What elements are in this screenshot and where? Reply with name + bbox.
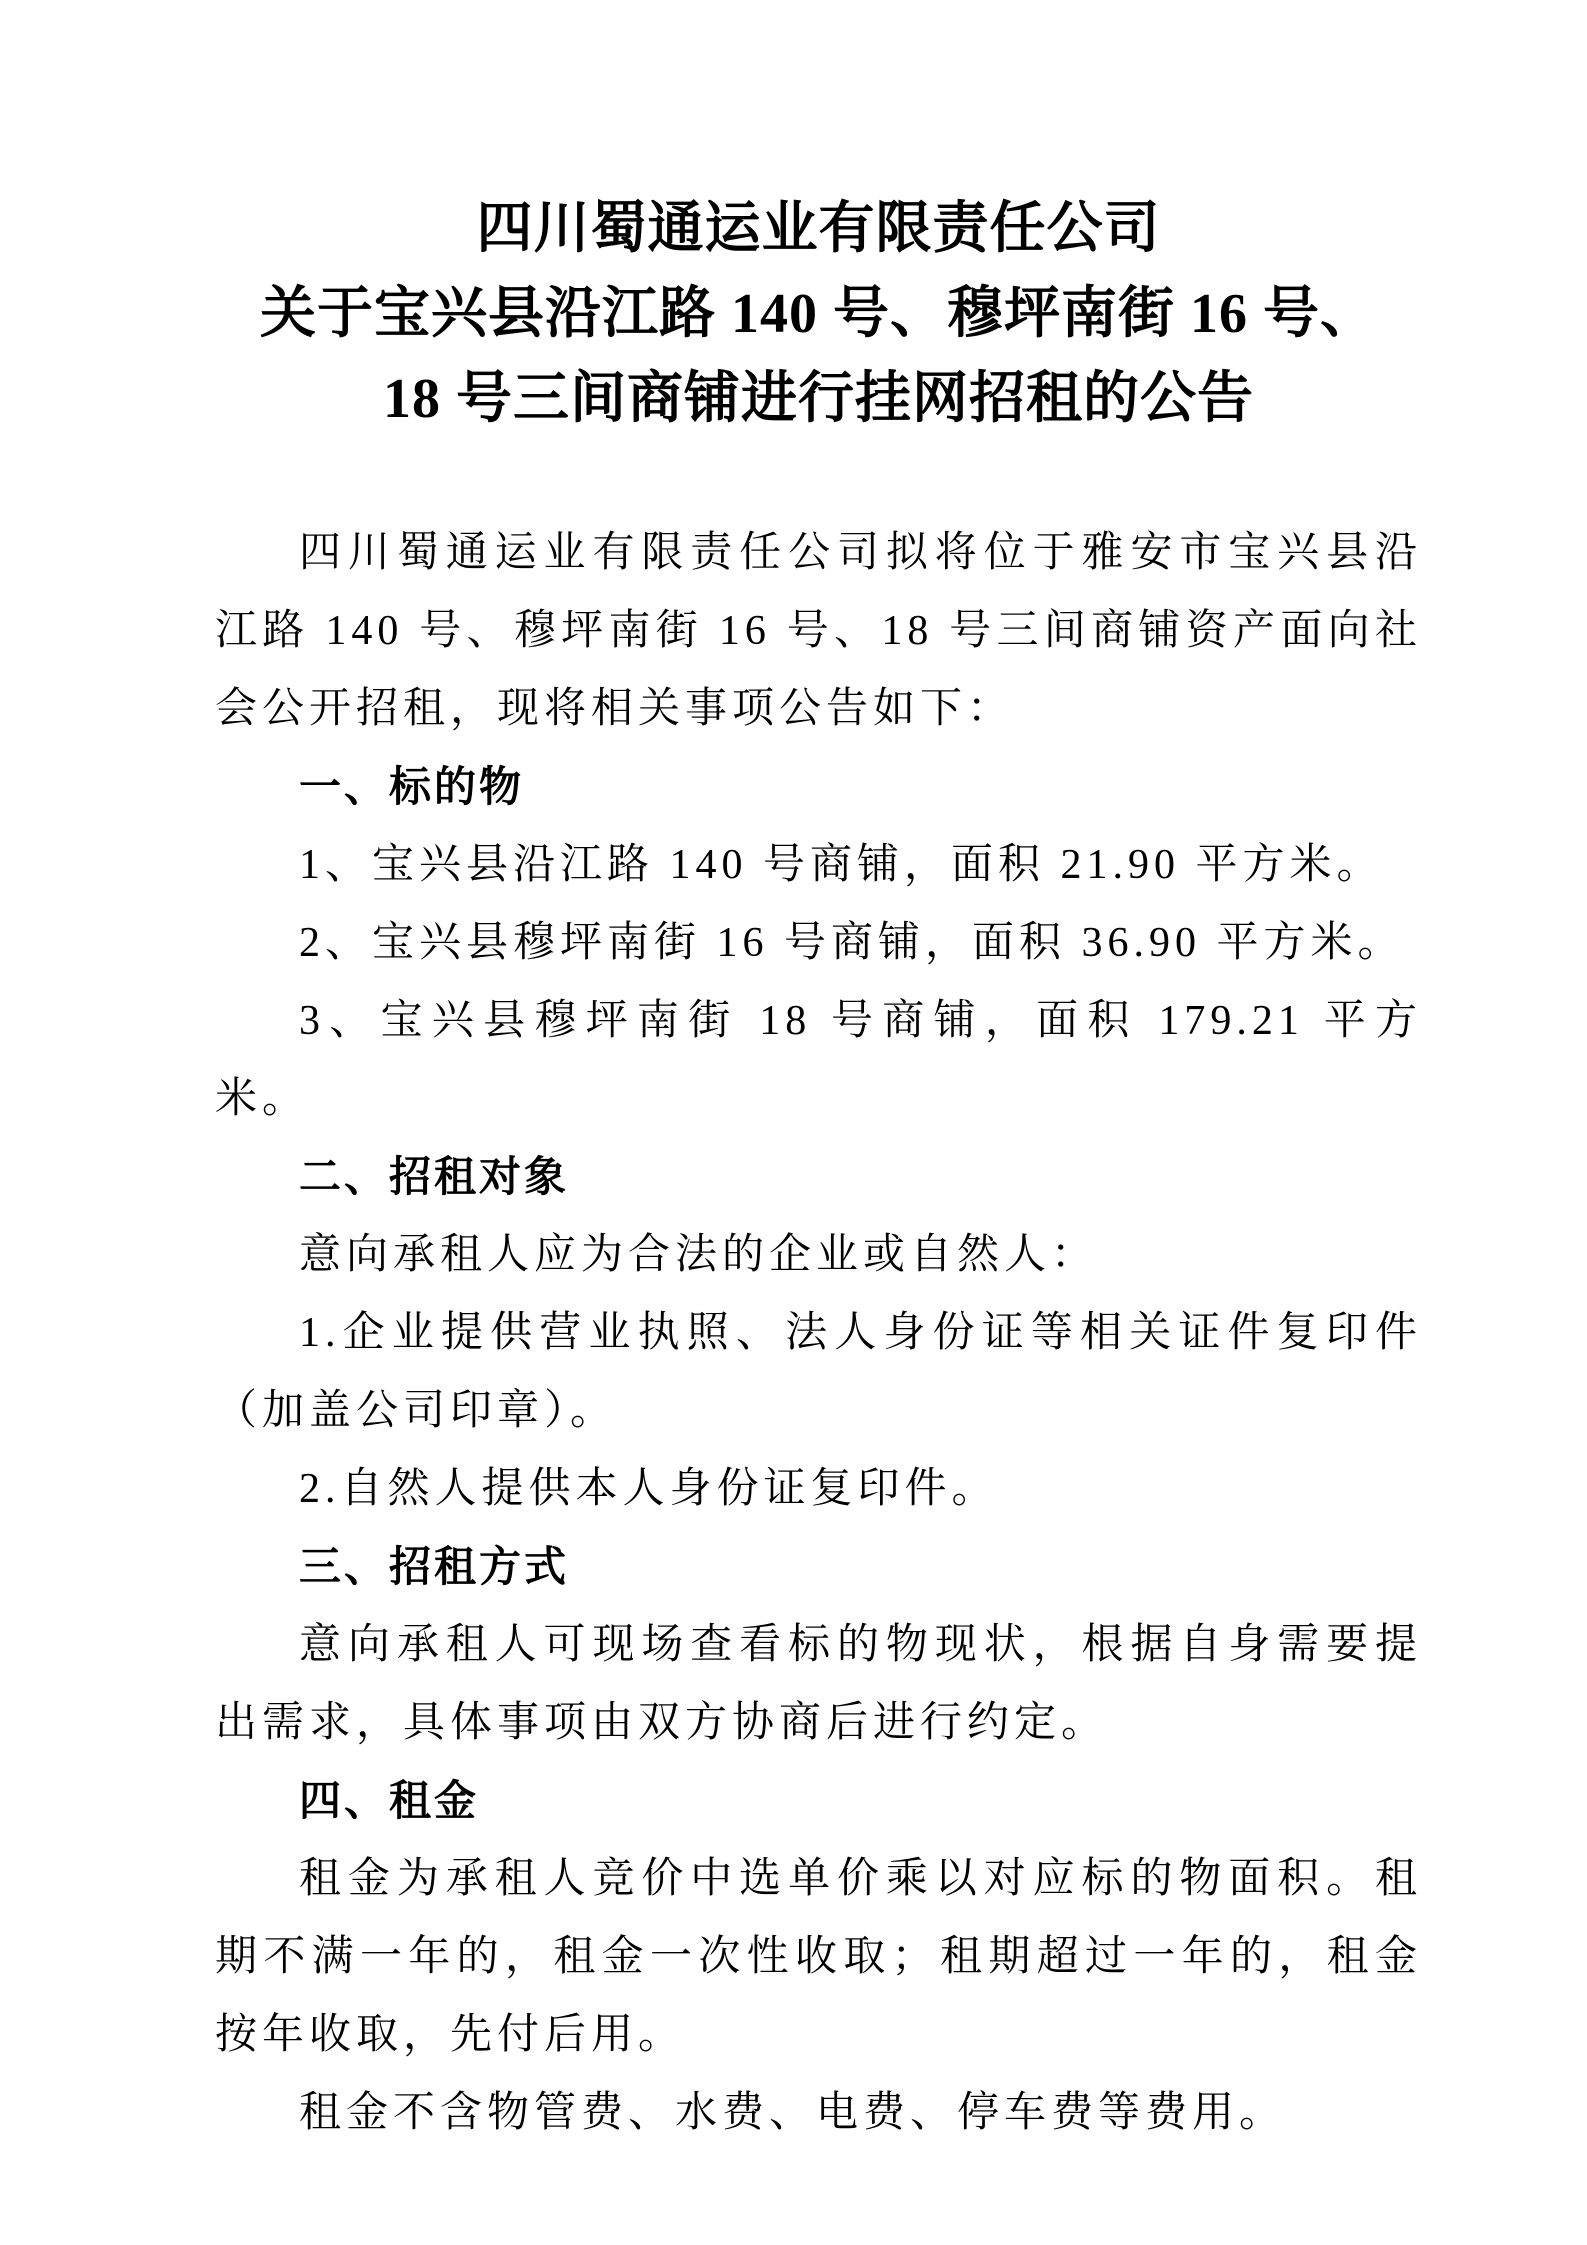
body-paragraph: 2.自然人提供本人身份证复印件。: [299, 1466, 999, 1512]
section-heading: 四、租金: [299, 1777, 480, 1824]
body-paragraph: 四川蜀通运业有限责任公司拟将位于雅安市宝兴县沿江路 140 号、穆坪南街 16 号、18 号三间商铺资产面向社会公开招租，现将相关事项公告如下：: [215, 530, 1422, 732]
document-body: [215, 514, 1422, 2152]
section-heading: 一、标的物: [299, 763, 525, 810]
section-heading: 三、招租方式: [299, 1543, 570, 1590]
body-paragraph: 1.企业提供营业执照、法人身份证等相关证件复印件（加盖公司印章）。: [215, 1310, 1422, 1434]
body-paragraph: 租金不含物管费、水费、电费、停车费等费用。: [299, 2090, 1287, 2136]
body-paragraph: 1、宝兴县沿江路 140 号商铺，面积 21.90 平方米。: [299, 842, 1384, 888]
section-heading: 二、招租对象: [299, 1153, 570, 1200]
title-line-2: 关于宝兴县沿江路 140 号、穆坪南街 16 号、: [260, 283, 1377, 345]
body-paragraph: 意向承租人可现场查看标的物现状，根据自身需要提出需求，具体事项由双方协商后进行约定。: [215, 1622, 1422, 1746]
title-line-1: 四川蜀通运业有限责任公司: [476, 198, 1161, 260]
body-paragraph: 2、宝兴县穆坪南街 16 号商铺，面积 36.90 平方米。: [299, 920, 1405, 966]
body-paragraph: 租金为承租人竞价中选单价乘以对应标的物面积。租期不满一年的，租金一次性收取；租期超过一年的，租金按年收取，先付后用。: [215, 1856, 1422, 2058]
document-title: [215, 187, 1422, 442]
body-paragraph: 3、宝兴县穆坪南街 18 号商铺，面积 179.21 平方米。: [215, 998, 1422, 1122]
title-line-3: 18 号三间商铺进行挂网招租的公告: [383, 368, 1254, 430]
body-paragraph: 意向承租人应为合法的企业或自然人：: [299, 1232, 1099, 1278]
